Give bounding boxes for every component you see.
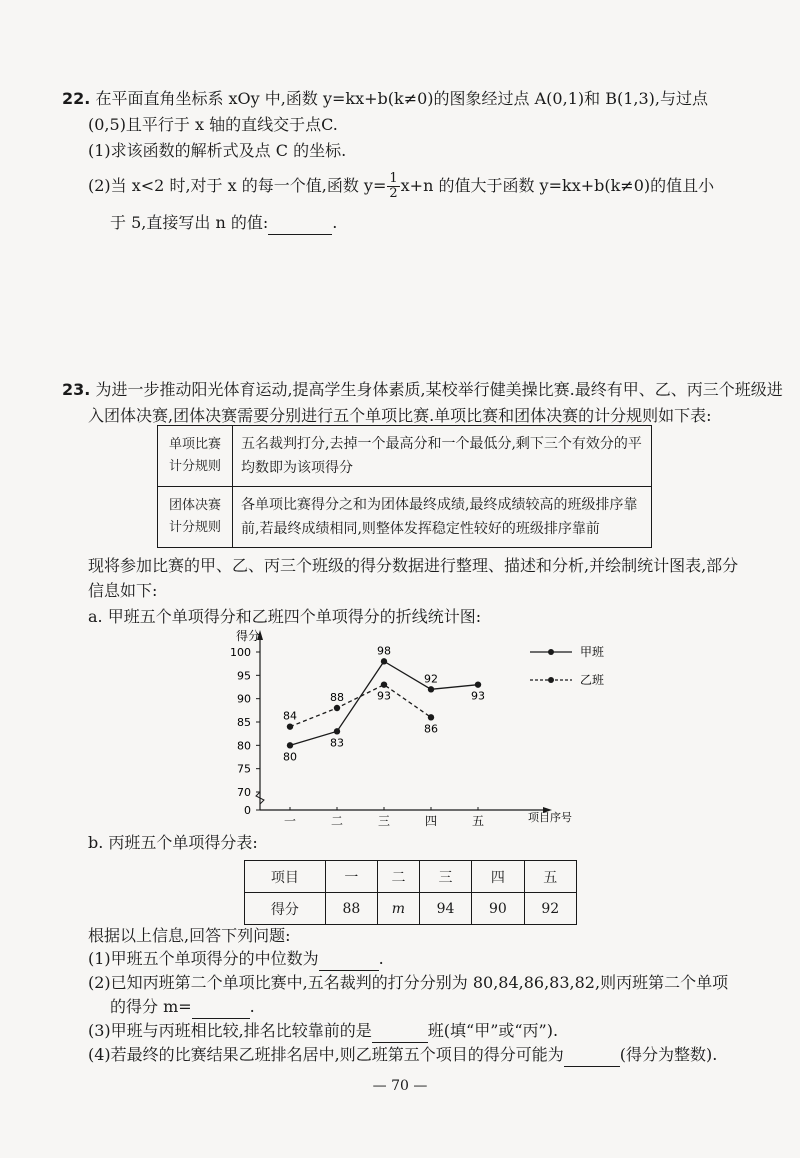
x-axis-label: 项目序号 xyxy=(528,811,572,824)
table-header-cell: 二 xyxy=(378,861,420,893)
data-point xyxy=(381,681,387,687)
data-label: 93 xyxy=(471,689,485,703)
table-header-cell: 四 xyxy=(472,861,524,893)
table-cell: m xyxy=(378,893,420,925)
q22-part2: (2)当 x<2 时,对于 x 的每一个值,函数 y= $\frac{1}{2}$ x+n 的值大于函数 y=kx+b(k≠0)的值且小 xyxy=(88,171,715,201)
data-label: 88 xyxy=(330,691,344,704)
q23-part3: (3)甲班与丙班相比较,排名比较靠前的是 班(填“甲”或“丙”). xyxy=(88,1020,558,1043)
x-tick-label: 一 xyxy=(283,814,297,828)
q23-part2-cont: 的得分 m= . xyxy=(110,996,255,1019)
table-b-caption: b. 丙班五个单项得分表: xyxy=(88,833,258,852)
data-point xyxy=(428,714,434,720)
answer-blank-class[interactable] xyxy=(372,1020,428,1043)
legend-jia-label: 甲班 xyxy=(580,645,605,659)
q22-line1: 22. 在平面直角坐标系 xOy 中,函数 y=kx+b(k≠0)的图象经过点 A(0,1)和 B(1,3),与过点 xyxy=(62,89,708,108)
data-label: 98 xyxy=(377,644,391,658)
table-header-cell: 三 xyxy=(419,861,471,893)
table-header-cell: 五 xyxy=(524,861,576,893)
x-tick-label: 四 xyxy=(424,814,438,828)
y-tick-label: 95 xyxy=(237,669,251,683)
rule-head: 团体决赛 计分规则 xyxy=(158,487,233,548)
q22-part2-cont: 于 5,直接写出 n 的值: . xyxy=(110,212,337,235)
data-point xyxy=(334,728,340,734)
rule-text: 各单项比赛得分之和为团体最终成绩,最终成绩较高的班级排序靠前,若最终成绩相同,则整体发挥稳定性较好的班级排序靠前 xyxy=(233,487,652,548)
y-tick-label: 75 xyxy=(237,762,251,776)
class-bing-scores-table xyxy=(244,860,577,925)
legend-jia-marker xyxy=(548,649,554,655)
x-tick-label: 三 xyxy=(377,814,391,828)
table-header-cell: 项目 xyxy=(245,861,326,893)
q23-part4: (4)若最终的比赛结果乙班排名居中,则乙班第五个项目的得分可能为 (得分为整数). xyxy=(88,1044,717,1067)
answer-blank-m[interactable] xyxy=(192,996,250,1019)
q22-part1: (1)求该函数的解析式及点 C 的坐标. xyxy=(88,141,347,160)
table-row xyxy=(158,487,652,548)
q23-part1: (1)甲班五个单项得分的中位数为 . xyxy=(88,948,384,971)
table-cell: 94 xyxy=(419,893,471,925)
y-axis-label: 得分 xyxy=(236,629,261,643)
data-label: 86 xyxy=(424,722,438,736)
table-row xyxy=(158,426,652,487)
data-point xyxy=(287,742,293,748)
table-cell: 得分 xyxy=(245,893,326,925)
fraction-one-half: $\frac{1}{2}$ xyxy=(389,171,398,201)
q23-line2: 入团体决赛,团体决赛需要分别进行五个单项比赛.单项比赛和团体决赛的计分规则如下表: xyxy=(88,406,712,425)
scoring-rules-table xyxy=(157,425,652,548)
q23-line1: 23. 为进一步推动阳光体育运动,提高学生身体素质,某校举行健美操比赛.最终有甲、乙、丙三个班级进 xyxy=(62,380,783,399)
x-tick-label: 二 xyxy=(330,814,344,828)
q23-intro2: 信息如下: xyxy=(88,581,158,600)
data-point xyxy=(334,705,340,711)
legend-yi-label: 乙班 xyxy=(580,673,605,687)
y-tick-label: 70 xyxy=(237,786,251,799)
series-line-jia xyxy=(290,661,478,745)
legend-yi-marker xyxy=(548,677,554,683)
answer-intro: 根据以上信息,回答下列问题: xyxy=(88,926,291,945)
table-header-cell: 一 xyxy=(325,861,377,893)
table-cell: 92 xyxy=(524,893,576,925)
table-cell: 88 xyxy=(325,893,377,925)
table-cell: 90 xyxy=(472,893,524,925)
rule-head: 单项比赛 计分规则 xyxy=(158,426,233,487)
data-label: 92 xyxy=(424,672,438,686)
data-label: 83 xyxy=(330,736,344,750)
data-point xyxy=(475,681,481,687)
data-label: 80 xyxy=(283,750,297,764)
data-point xyxy=(428,686,434,692)
data-label: 93 xyxy=(377,689,391,703)
data-label: 84 xyxy=(283,709,297,723)
data-point xyxy=(287,723,293,729)
data-point xyxy=(381,658,387,664)
q23-part2: (2)已知丙班第二个单项比赛中,五名裁判的打分分别为 80,84,86,83,82,则丙班第二个单项 xyxy=(88,973,729,992)
rule-text: 五名裁判打分,去掉一个最高分和一个最低分,剩下三个有效分的平均数即为该项得分 xyxy=(233,426,652,487)
q22-line2: (0,5)且平行于 x 轴的直线交于点C. xyxy=(88,115,338,134)
y-tick-label: 0 xyxy=(244,804,251,817)
series-line-yi xyxy=(290,685,431,727)
answer-blank-score[interactable] xyxy=(564,1044,620,1067)
page-number: — 70 — xyxy=(372,1078,428,1094)
table-row xyxy=(245,861,577,893)
chart-caption: a. 甲班五个单项得分和乙班四个单项得分的折线统计图: xyxy=(88,607,482,626)
x-tick-label: 五 xyxy=(471,814,485,828)
y-tick-label: 100 xyxy=(230,646,251,659)
table-row xyxy=(245,893,577,925)
line-chart xyxy=(200,620,620,828)
y-tick-label: 85 xyxy=(237,716,251,729)
answer-blank-median[interactable] xyxy=(319,948,379,971)
y-tick-label: 80 xyxy=(237,739,251,753)
answer-blank-n[interactable] xyxy=(268,212,332,235)
y-tick-label: 90 xyxy=(237,692,251,706)
q23-intro1: 现将参加比赛的甲、乙、丙三个班级的得分数据进行整理、描述和分析,并绘制统计图表,部分 xyxy=(88,556,739,575)
